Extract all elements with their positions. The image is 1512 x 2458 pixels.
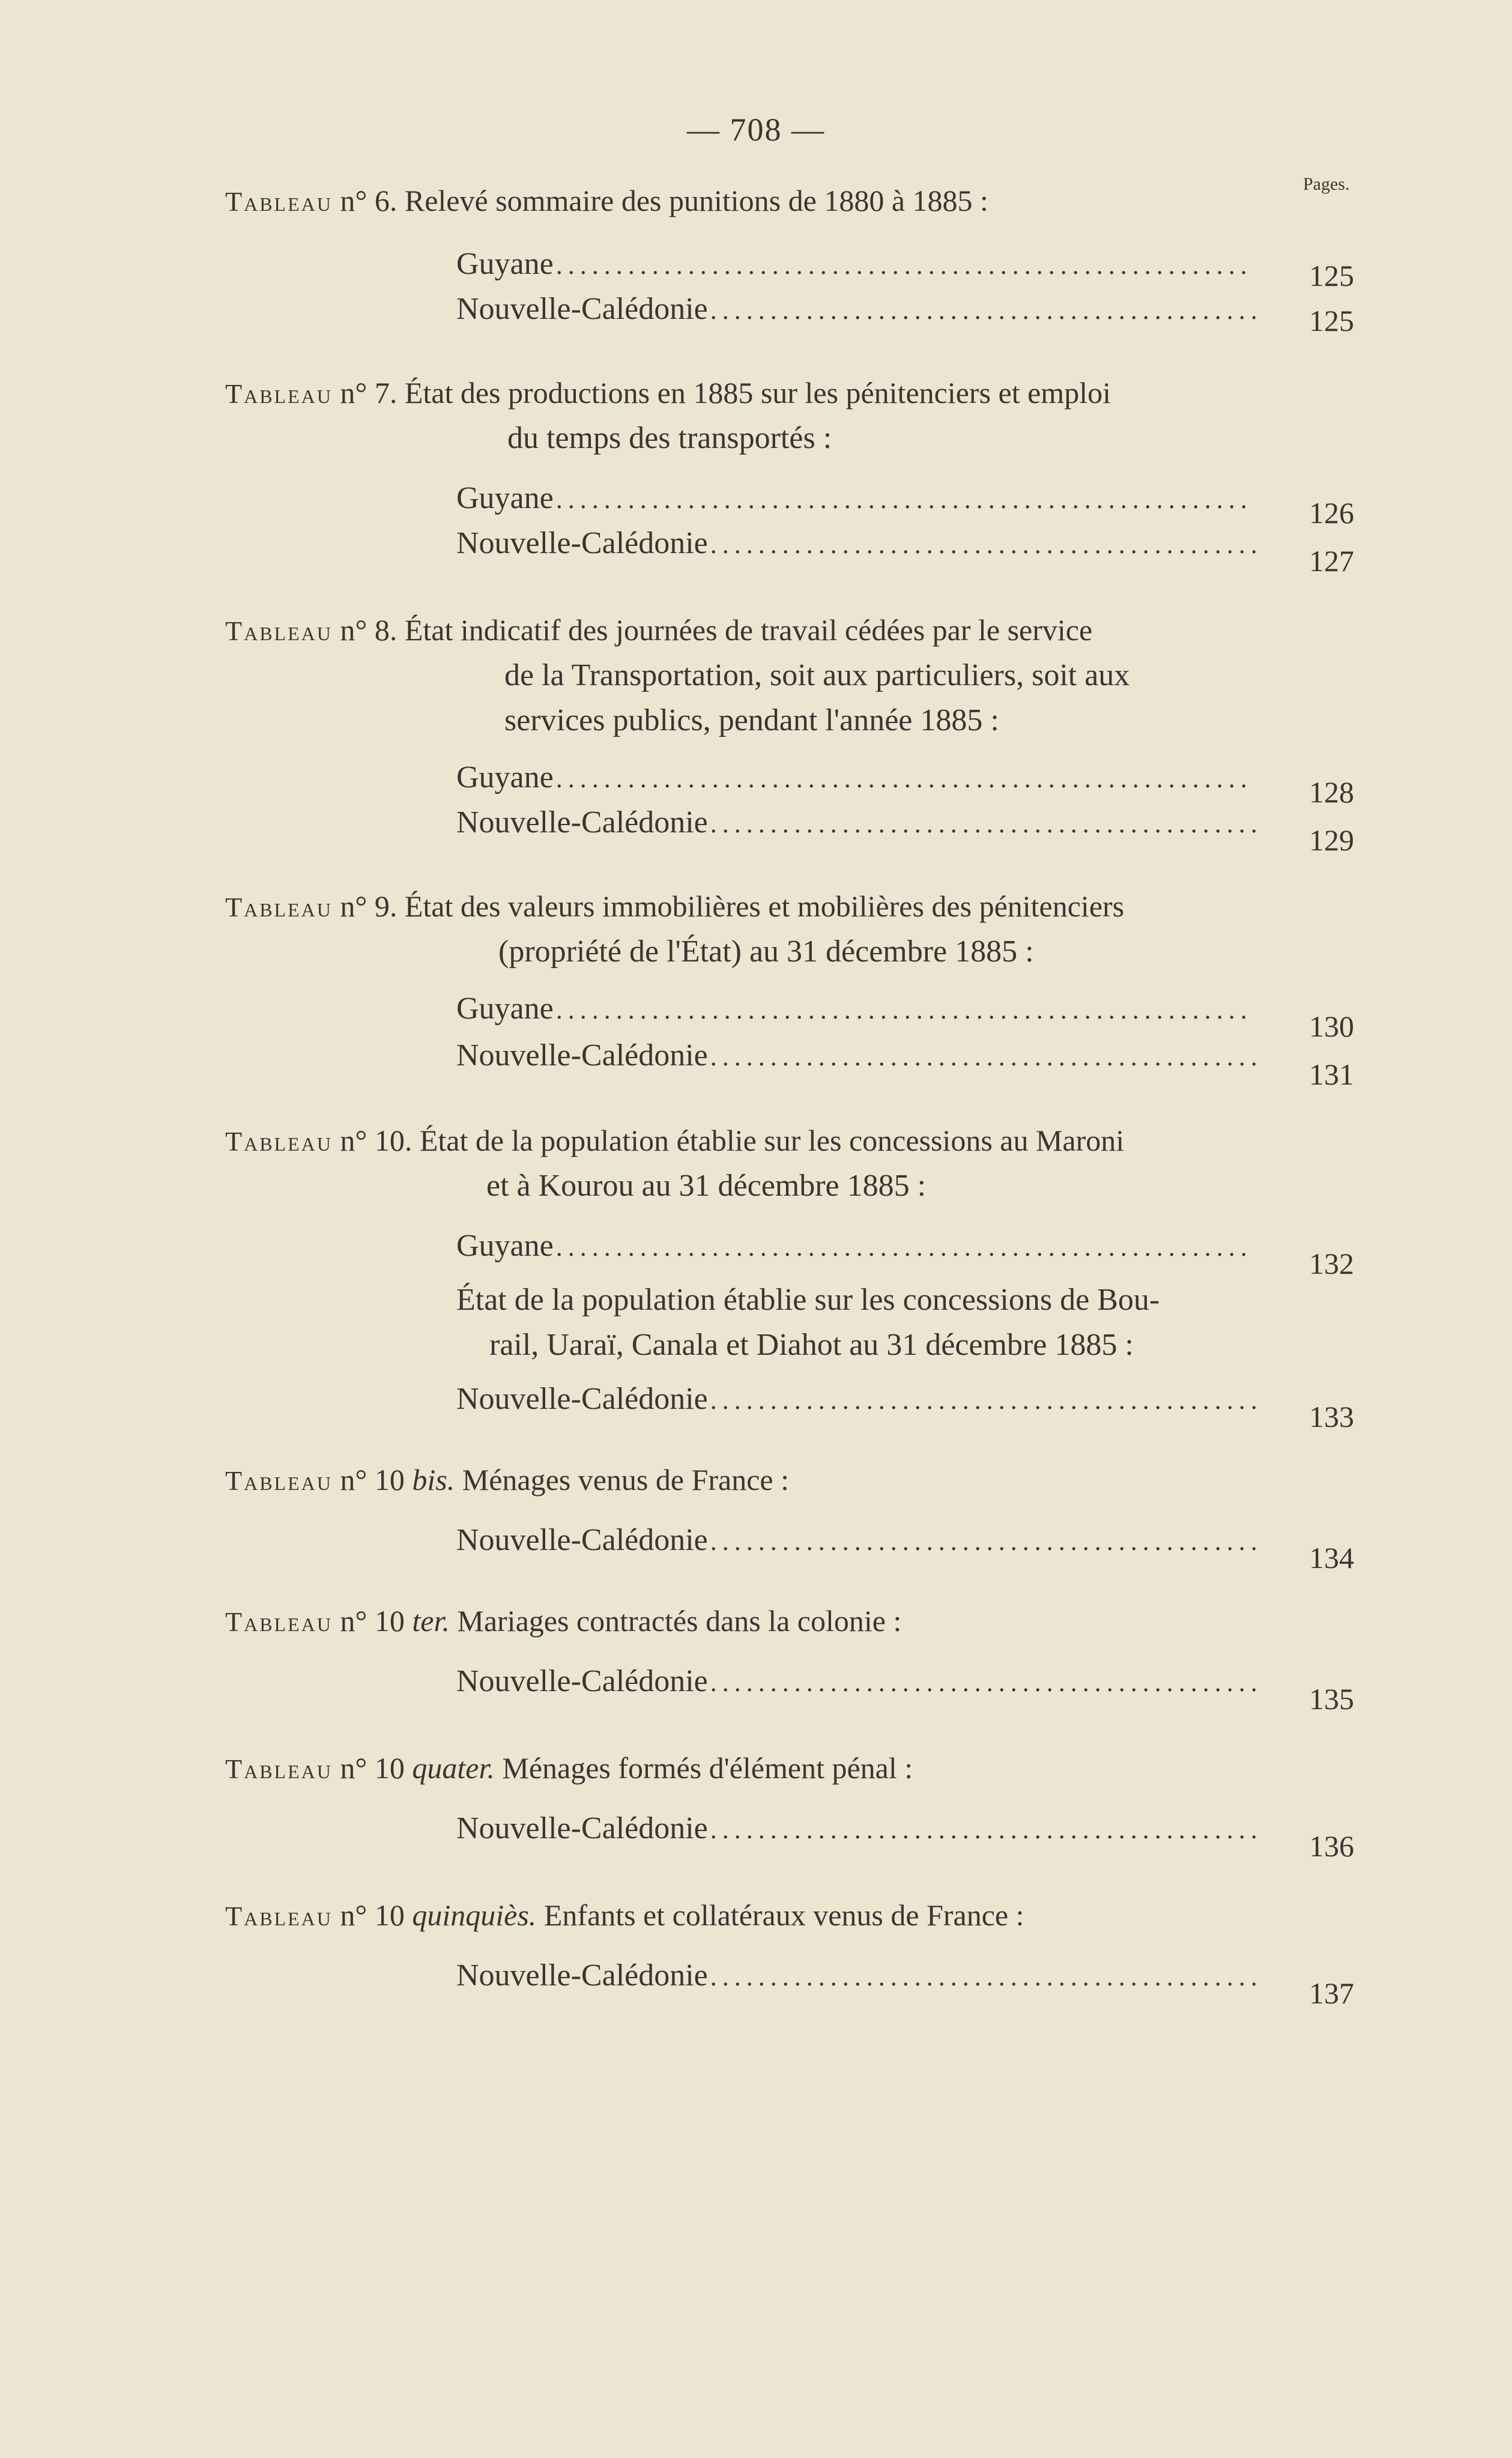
toc-row[interactable]: [456, 1522, 1264, 1560]
entry-heading: [225, 1751, 913, 1785]
dot-leader: ..........................................................: [555, 995, 1253, 1025]
row-label: Nouvelle-Calédonie: [456, 526, 708, 560]
dot-leader: ..........................................................: [555, 1232, 1253, 1262]
dot-leader: ..............................................: [710, 295, 1263, 325]
tableau-number: n° 7.: [340, 376, 398, 410]
toc-row[interactable]: [456, 1663, 1264, 1701]
tableau-number: n° 10: [340, 1463, 405, 1497]
entry-title-continued: (propriété de l'État) au 31 décembre 1885 :: [498, 934, 1034, 969]
dot-leader: ..............................................: [710, 530, 1263, 559]
entry-title: Ménages formés d'élément pénal :: [502, 1751, 913, 1785]
entry-title: État indicatif des journées de travail cédées par le service: [404, 613, 1093, 647]
tableau-number: n° 9.: [340, 889, 398, 923]
toc-row[interactable]: [456, 525, 1264, 563]
tableau-label: Tableau: [225, 1754, 333, 1784]
tableau-suffix: quater.: [412, 1751, 495, 1785]
entry-title-continued: de la Transportation, soit aux particuliers, soit aux: [504, 658, 1130, 692]
entry-title-continued: du temps des transportés :: [507, 421, 832, 455]
toc-row[interactable]: [456, 1381, 1264, 1418]
toc-row[interactable]: [456, 246, 1264, 283]
page-ref: 133: [1309, 1400, 1354, 1433]
tableau-number: n° 6.: [340, 184, 398, 217]
tableau-label: Tableau: [225, 616, 333, 646]
dot-leader: ..........................................................: [555, 764, 1253, 793]
entry-heading: [225, 375, 1111, 410]
entry-heading: [225, 889, 1124, 924]
row-label: Nouvelle-Calédonie: [456, 292, 708, 326]
page-ref: 125: [1309, 304, 1354, 338]
entry-title: Mariages contractés dans la colonie :: [457, 1604, 902, 1638]
entry-title: Ménages venus de France :: [462, 1463, 789, 1497]
page-ref: 128: [1309, 775, 1354, 809]
page-ref: 129: [1309, 823, 1354, 857]
row-label: Nouvelle-Calédonie: [456, 1958, 708, 1993]
tableau-label: Tableau: [225, 1465, 333, 1496]
tableau-suffix: ter.: [412, 1604, 450, 1638]
dot-leader: ..............................................: [710, 1668, 1263, 1697]
row-label: Guyane: [456, 991, 554, 1026]
dot-leader: ..............................................: [710, 1527, 1263, 1556]
entry-title: État des productions en 1885 sur les pénitenciers et emploi: [404, 376, 1111, 410]
row-label: Guyane: [456, 481, 554, 515]
page-ref: 131: [1309, 1058, 1354, 1091]
entry-heading: [225, 1603, 901, 1638]
entry-title-continued: et à Kourou au 31 décembre 1885 :: [486, 1169, 927, 1203]
row-label: Nouvelle-Calédonie: [456, 1382, 708, 1416]
entry-heading: [225, 1898, 1024, 1933]
dot-leader: ..............................................: [710, 1385, 1263, 1415]
toc-row[interactable]: [456, 760, 1264, 797]
tableau-suffix: quinquiès.: [412, 1898, 537, 1932]
page-ref: 132: [1309, 1247, 1354, 1280]
row-label: Nouvelle-Calédonie: [456, 1664, 708, 1698]
page-ref: 136: [1309, 1829, 1354, 1863]
entry-heading: [225, 1462, 789, 1497]
entry-title: Enfants et collatéraux venus de France :: [543, 1898, 1024, 1932]
dot-leader: ..............................................: [710, 1815, 1263, 1844]
page-ref: 125: [1309, 259, 1354, 292]
sub-title: État de la population établie sur les concessions de Bou-: [456, 1283, 1160, 1317]
entry-heading: [225, 1123, 1124, 1158]
dot-leader: ..............................................: [710, 1042, 1263, 1071]
tableau-label: Tableau: [225, 1126, 333, 1157]
page-ref: 134: [1309, 1541, 1354, 1575]
entry-title: État de la population établie sur les concessions au Maroni: [419, 1124, 1125, 1157]
entry-title: État des valeurs immobilières et mobilières des pénitenciers: [404, 889, 1125, 923]
tableau-label: Tableau: [225, 1901, 333, 1931]
page-ref: 137: [1309, 1976, 1354, 2010]
row-label: Guyane: [456, 247, 554, 281]
toc-row[interactable]: [456, 291, 1264, 328]
tableau-label: Tableau: [225, 892, 333, 922]
dot-leader: ..............................................: [710, 1962, 1263, 1991]
row-label: Nouvelle-Calédonie: [456, 1811, 708, 1845]
toc-row[interactable]: [456, 1228, 1264, 1265]
page-ref: 130: [1309, 1010, 1354, 1043]
entry-heading: [225, 183, 988, 218]
entry-title-continued: services publics, pendant l'année 1885 :: [504, 703, 999, 737]
row-label: Nouvelle-Calédonie: [456, 1523, 708, 1557]
page-number: — 708 —: [687, 112, 825, 148]
toc-row[interactable]: [456, 991, 1264, 1028]
toc-row[interactable]: [456, 805, 1264, 842]
sub-title-continued: rail, Uaraï, Canala et Diahot au 31 décembre 1885 :: [489, 1328, 1134, 1362]
tableau-number: n° 8.: [340, 613, 398, 647]
entry-title: Relevé sommaire des punitions de 1880 à 1885 :: [404, 184, 988, 217]
tableau-number: n° 10.: [340, 1124, 413, 1157]
page-ref: 126: [1309, 496, 1354, 530]
row-label: Nouvelle-Calédonie: [456, 805, 708, 840]
page-ref: 135: [1309, 1682, 1354, 1716]
toc-row[interactable]: [456, 480, 1264, 518]
toc-row[interactable]: [456, 1811, 1264, 1848]
dot-leader: ..........................................................: [555, 250, 1253, 280]
row-label: Guyane: [456, 1229, 554, 1263]
tableau-label: Tableau: [225, 186, 333, 217]
row-label: Nouvelle-Calédonie: [456, 1038, 708, 1073]
tableau-number: n° 10: [340, 1751, 405, 1785]
row-label: Guyane: [456, 760, 554, 795]
pages-column-label: Pages.: [1303, 174, 1350, 194]
toc-row[interactable]: [456, 1958, 1264, 1995]
page-ref: 127: [1309, 544, 1354, 578]
tableau-number: n° 10: [340, 1898, 405, 1932]
tableau-label: Tableau: [225, 1606, 333, 1637]
dot-leader: ..........................................................: [555, 485, 1253, 514]
dot-leader: ..............................................: [710, 809, 1263, 838]
entry-heading: [225, 613, 1092, 647]
tableau-suffix: bis.: [412, 1463, 455, 1497]
toc-row[interactable]: [456, 1038, 1264, 1075]
tableau-number: n° 10: [340, 1604, 405, 1638]
tableau-label: Tableau: [225, 378, 333, 409]
